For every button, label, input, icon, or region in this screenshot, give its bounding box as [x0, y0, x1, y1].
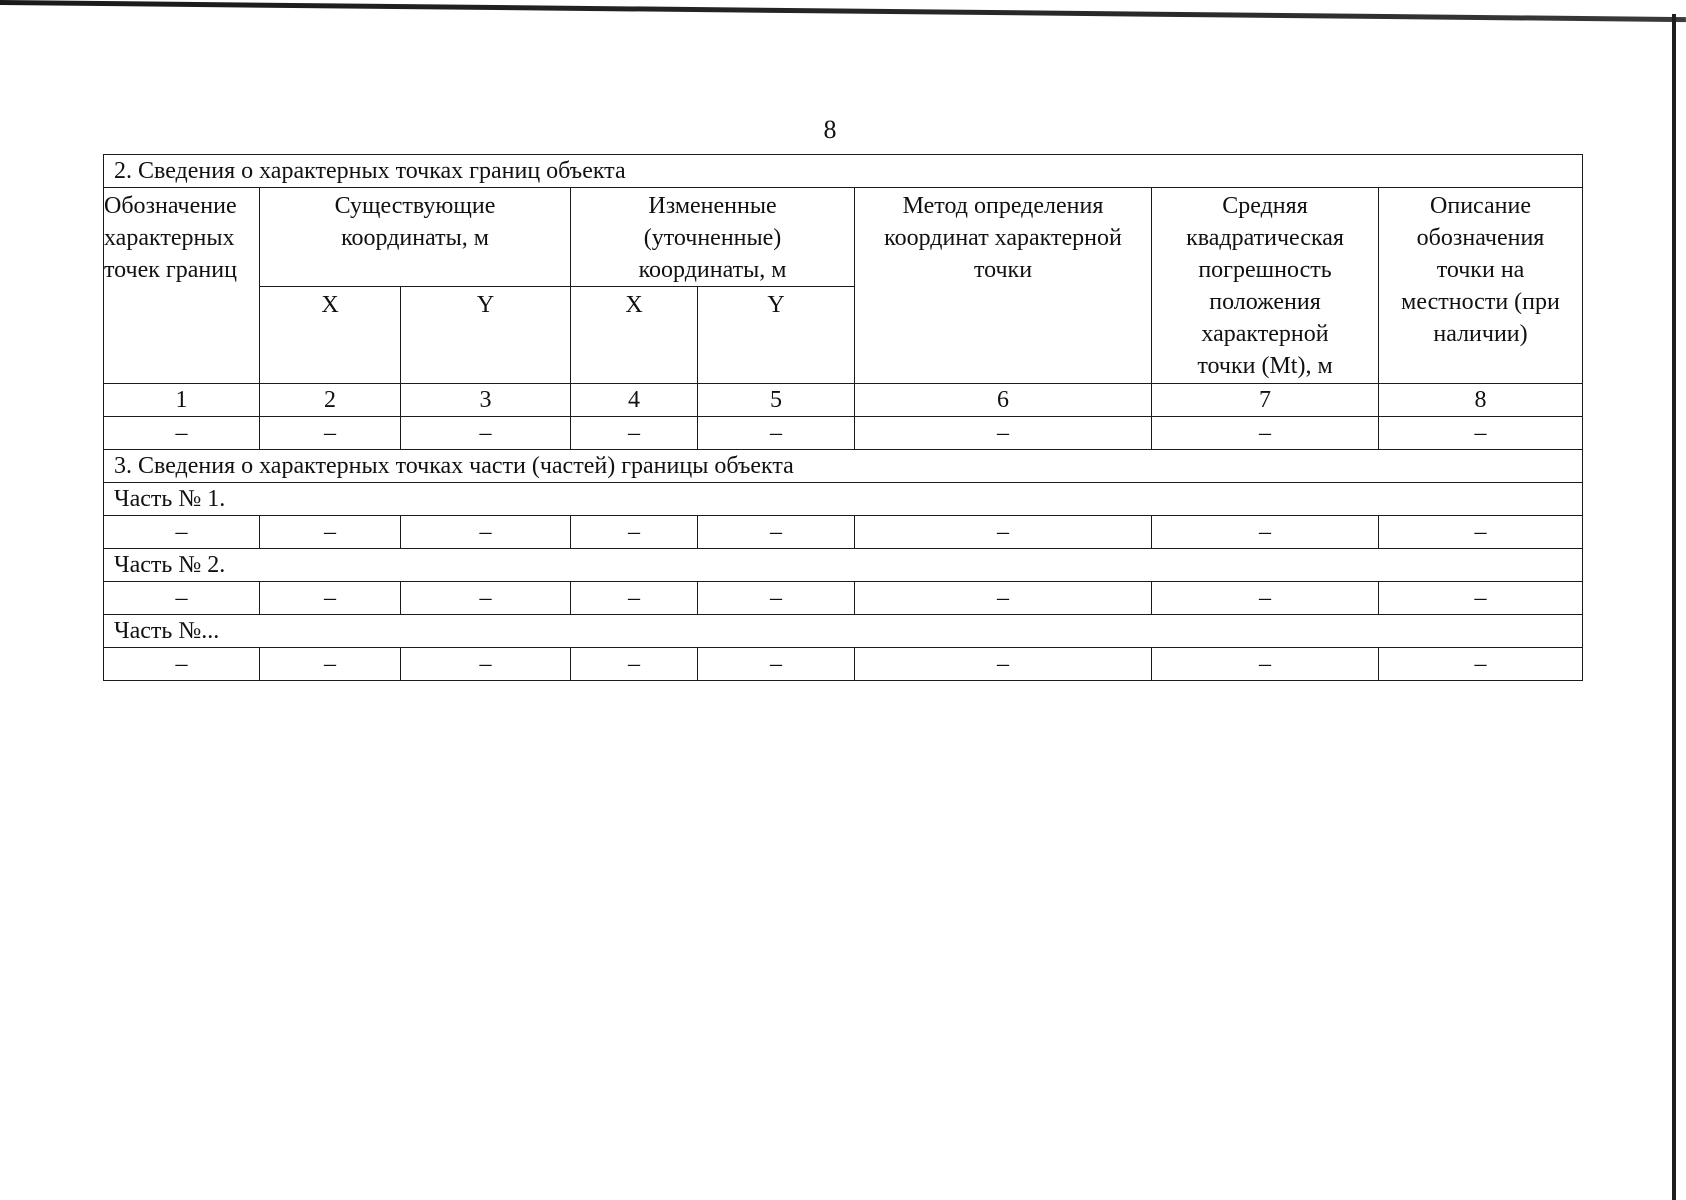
- empty-cell: –: [1379, 648, 1583, 681]
- column-number: 7: [1152, 384, 1379, 417]
- header-description: [1379, 188, 1583, 384]
- column-number: 4: [571, 384, 698, 417]
- empty-cell: –: [260, 516, 401, 549]
- header-row-1: [104, 188, 1583, 287]
- column-number: 2: [260, 384, 401, 417]
- header-existing-x: X: [260, 287, 401, 384]
- header-existing-y: Y: [401, 287, 571, 384]
- header-existing-line: координаты, м: [341, 225, 489, 251]
- empty-cell: –: [571, 582, 698, 615]
- table-row: [104, 516, 1583, 549]
- empty-cell: –: [401, 417, 571, 450]
- empty-cell: –: [571, 648, 698, 681]
- empty-cell: –: [698, 417, 855, 450]
- section3-title-row: [104, 450, 1583, 483]
- header-changed-x: X: [571, 287, 698, 384]
- section3-title: 3. Сведения о характерных точках части (частей) границы объекта: [104, 450, 1583, 483]
- boundary-points-table: [103, 154, 1583, 681]
- part-title-row: [104, 549, 1583, 582]
- empty-cell: –: [260, 417, 401, 450]
- empty-cell: –: [401, 516, 571, 549]
- table-row: [104, 648, 1583, 681]
- table-row: [104, 417, 1583, 450]
- empty-cell: –: [855, 648, 1152, 681]
- header-point-designation-line: характерных: [104, 225, 235, 251]
- part-title-row: [104, 615, 1583, 648]
- header-mean-error: [1152, 188, 1379, 384]
- header-description-line: точки на: [1436, 257, 1525, 283]
- part-title: Часть № 1.: [104, 483, 1583, 516]
- scan-edge-top: [0, 0, 1686, 22]
- header-description-line: наличии): [1433, 321, 1528, 347]
- empty-cell: –: [1152, 582, 1379, 615]
- header-mean-error-line: Средняя: [1222, 193, 1308, 219]
- header-point-designation: [104, 188, 260, 384]
- empty-cell: –: [1152, 516, 1379, 549]
- header-changed-line: координаты, м: [638, 257, 787, 283]
- column-number: 5: [698, 384, 855, 417]
- header-point-designation-line: Обозначение: [104, 193, 237, 219]
- empty-cell: –: [104, 417, 260, 450]
- header-method: [855, 188, 1152, 384]
- column-number-row: [104, 384, 1583, 417]
- column-number: 6: [855, 384, 1152, 417]
- part-title: Часть № 2.: [104, 549, 1583, 582]
- header-description-line: местности (при: [1401, 289, 1560, 315]
- section2-title: 2. Сведения о характерных точках границ объекта: [104, 155, 1583, 188]
- empty-cell: –: [855, 582, 1152, 615]
- header-changed-line: Измененные: [648, 193, 777, 219]
- header-mean-error-line: характерной: [1201, 321, 1329, 347]
- table-row: [104, 582, 1583, 615]
- scan-edge-right: [1672, 14, 1676, 1200]
- header-mean-error-line: погрешность: [1198, 257, 1332, 283]
- header-existing-coordinates: [260, 188, 571, 287]
- header-mean-error-line: точки (Mt), м: [1197, 353, 1333, 379]
- header-method-line: координат характерной: [884, 225, 1122, 251]
- column-number: 1: [104, 384, 260, 417]
- header-existing-line: Существующие: [334, 193, 496, 219]
- header-mean-error-line: квадратическая: [1186, 225, 1344, 251]
- empty-cell: –: [104, 516, 260, 549]
- empty-cell: –: [1152, 648, 1379, 681]
- header-changed-y: Y: [698, 287, 855, 384]
- header-point-designation-line: точек границ: [104, 257, 237, 283]
- empty-cell: –: [260, 648, 401, 681]
- empty-cell: –: [401, 582, 571, 615]
- header-description-line: обозначения: [1416, 225, 1545, 251]
- empty-cell: –: [1152, 417, 1379, 450]
- header-method-line: точки: [973, 257, 1033, 283]
- empty-cell: –: [1379, 582, 1583, 615]
- empty-cell: –: [1379, 417, 1583, 450]
- empty-cell: –: [1379, 516, 1583, 549]
- header-method-line: Метод определения: [902, 193, 1104, 219]
- header-description-line: Описание: [1430, 193, 1531, 219]
- empty-cell: –: [698, 516, 855, 549]
- header-changed-line: (уточненные): [643, 225, 782, 251]
- empty-cell: –: [698, 582, 855, 615]
- header-mean-error-line: положения: [1209, 289, 1321, 315]
- empty-cell: –: [571, 417, 698, 450]
- section2-title-row: [104, 155, 1583, 188]
- page-number: 8: [823, 115, 837, 144]
- empty-cell: –: [855, 417, 1152, 450]
- empty-cell: –: [104, 648, 260, 681]
- column-number: 3: [401, 384, 571, 417]
- header-changed-coordinates: [571, 188, 855, 287]
- part-title: Часть №...: [104, 615, 1583, 648]
- empty-cell: –: [104, 582, 260, 615]
- empty-cell: –: [855, 516, 1152, 549]
- empty-cell: –: [260, 582, 401, 615]
- empty-cell: –: [571, 516, 698, 549]
- column-number: 8: [1379, 384, 1583, 417]
- part-title-row: [104, 483, 1583, 516]
- empty-cell: –: [698, 648, 855, 681]
- empty-cell: –: [401, 648, 571, 681]
